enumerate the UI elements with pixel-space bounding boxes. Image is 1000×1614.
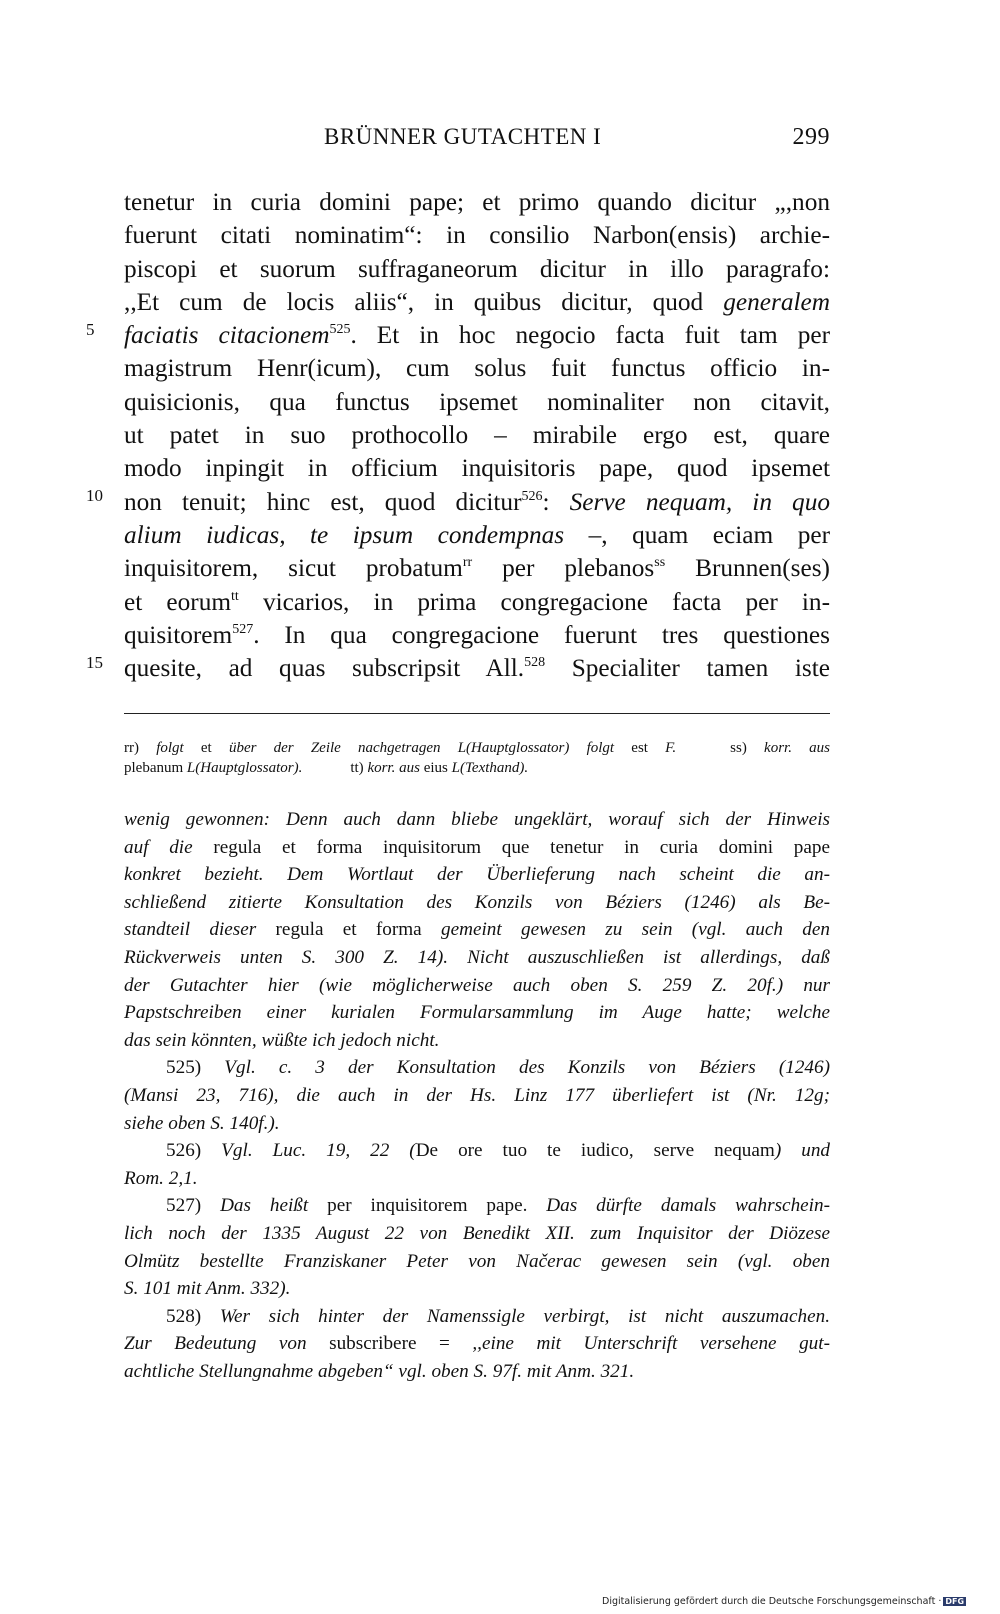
footnote-number: 526) (166, 1140, 222, 1162)
text-line (124, 452, 830, 485)
critical-apparatus (124, 738, 830, 778)
text-segment: modo inpingit in officium inquisitoris pape, quod ipsemet (124, 454, 830, 483)
note-line (124, 1330, 830, 1358)
text-segment: ) und (774, 1140, 831, 1162)
text-segment: rr) (124, 740, 157, 756)
text-segment: schließend zitierte Konsultation des Konzils von Béziers (1246) als Be- (124, 891, 830, 913)
text-line (124, 552, 830, 585)
text-segment: auf die (124, 836, 193, 858)
text-segment: plebanum (124, 760, 187, 776)
note-line (124, 1082, 830, 1110)
text-line (124, 419, 830, 452)
note-line (124, 1110, 830, 1138)
text-segment: ss) (730, 740, 765, 756)
text-segment: eius (419, 760, 452, 776)
text-segment: Rückverweis unten S. 300 Z. 14). Nicht auszuschließen ist allerdings, daß (124, 946, 830, 968)
text-segment: S. 101 mit Anm. 332). (124, 1278, 291, 1300)
text-line (124, 186, 830, 219)
text-segment: et (183, 740, 229, 756)
text-segment: Vgl. c. 3 der Konsultation des Konzils von Béziers (1246) (224, 1057, 830, 1079)
text-segment: gemeint gewesen zu sein (vgl. auch den (440, 919, 830, 941)
text-segment: Papstschreiben einer kurialen Formularsammlung im Auge hatte; welche (124, 1002, 830, 1024)
text-segment: et eorum (124, 587, 232, 616)
text-segment: regula et forma inquisitorum que tenetur in curia domini pape (192, 836, 830, 858)
text-segment: Serve nequam, in quo (569, 487, 830, 516)
edition-text (124, 186, 830, 685)
text-segment: folgt (156, 740, 184, 756)
text-segment: Specialiter tamen iste (545, 654, 830, 683)
note-line (124, 1220, 830, 1248)
note-line (124, 999, 830, 1027)
text-segment: non tenuit; hinc est, quod dicitur (124, 487, 522, 516)
text-segment: alium iudicas, te ipsum condempnas (124, 520, 565, 549)
line-number-10: 10 (86, 486, 103, 505)
note-line (124, 1358, 830, 1386)
footnote-number: 527) (166, 1195, 221, 1217)
note-line (124, 834, 830, 862)
footnote-ref: 527 (232, 621, 254, 637)
text-segment: est (614, 740, 666, 756)
text-segment: Rom. 2,1. (124, 1167, 198, 1189)
text-line (124, 286, 830, 319)
text-segment: De ore tuo te iudico, serve nequam (415, 1140, 775, 1162)
line-number-5: 5 (86, 320, 95, 339)
footnote-ref: 528 (524, 655, 546, 671)
commentary-notes (124, 806, 830, 1385)
apparatus-ref: tt (231, 588, 239, 604)
line-number-15: 15 (86, 653, 103, 672)
note-line (124, 1275, 830, 1303)
running-title: BRÜNNER GUTACHTEN I (324, 124, 602, 149)
note-line (124, 1303, 830, 1331)
text-segment: ut patet in suo prothocollo – mirabile ergo est, quare (124, 421, 830, 450)
text-segment: ,,eine mit Unterschrift versehene gut- (472, 1333, 830, 1355)
digitization-footer (602, 1596, 966, 1607)
text-line (124, 519, 830, 552)
footnote-ref: 526 (521, 488, 543, 504)
text-segment: Zur Bedeutung von (124, 1333, 307, 1355)
text-segment: achtliche Stellungnahme abgeben“ vgl. oben S. 97f. mit Anm. 321. (124, 1360, 635, 1382)
text-segment: faciatis citacionem (124, 321, 330, 350)
text-line (124, 352, 830, 385)
apparatus-line (124, 738, 830, 758)
note-line (124, 972, 830, 1000)
text-segment: subscribere = (306, 1333, 473, 1355)
text-segment: Wer sich hinter der Namenssigle verbirgt, ist nicht auszumachen. (219, 1305, 831, 1327)
text-segment: (Mansi 23, 716), die auch in der Hs. Linz 177 überliefert ist (Nr. 12g; (124, 1084, 830, 1106)
text-segment: Das heißt (220, 1195, 309, 1217)
text-line (124, 486, 830, 519)
text-segment: regula et forma (256, 919, 441, 941)
text-segment: per inquisitorem pape. (308, 1195, 547, 1217)
text-line (124, 619, 830, 652)
text-segment: tenetur in curia domini pape; et primo quando dicitur „,non (124, 188, 830, 216)
text-segment: siehe oben S. 140f.). (124, 1112, 280, 1134)
text-segment: fuerunt citati nominatim“: in consilio Narbon(ensis) archie- (124, 221, 830, 250)
text-segment: L(Hauptglossator). (186, 760, 303, 776)
text-segment: ,,Et cum de locis aliis“, in quibus dicitur, quod (124, 287, 724, 316)
text-segment: Brunnen(ses) (665, 554, 830, 583)
text-segment: wenig gewonnen: Denn auch dann bliebe ungeklärt, worauf sich der Hinweis (124, 809, 830, 830)
text-segment: korr. aus (764, 740, 830, 756)
text-segment: : (542, 487, 570, 516)
text-segment: konkret bezieht. Dem Wortlaut der Überlieferung nach scheint die an- (124, 864, 830, 886)
text-segment: korr. aus (367, 760, 420, 776)
text-segment: –, quam eciam per (564, 520, 830, 549)
text-segment: Das dürfte damals wahrschein- (546, 1195, 830, 1217)
text-segment: piscopi et suorum suffraganeorum dicitur in illo paragrafo: (124, 254, 830, 283)
text-line (124, 319, 830, 352)
note-line (124, 1054, 830, 1082)
note-line (124, 1192, 830, 1220)
text-segment: quisicionis, qua functus ipsemet nominaliter non citavit, (124, 387, 830, 416)
text-segment: der Gutachter hier (wie möglicherweise auch oben S. 259 Z. 20f.) nur (124, 974, 830, 996)
footnote-number: 525) (166, 1057, 225, 1079)
text-segment: lich noch der 1335 August 22 von Benedikt XII. zum Inquisitor der Diözese (124, 1222, 830, 1244)
footnote-ref: 525 (329, 322, 351, 338)
text-segment: Olmütz bestellte Franziskaner Peter von Načerac gewesen sein (vgl. oben (124, 1250, 830, 1272)
apparatus-ref: rr (462, 555, 473, 571)
footnote-number: 528) (166, 1305, 220, 1327)
text-segment: quesite, ad quas subscripsit All. (124, 654, 525, 683)
note-line (124, 1165, 830, 1193)
note-line (124, 1027, 830, 1055)
text-segment: das sein könnten, wüßte ich jedoch nicht. (124, 1029, 440, 1051)
footnote-divider (124, 713, 830, 714)
text-segment: Vgl. Luc. 19, 22 ( (221, 1140, 416, 1162)
apparatus-ref: ss (654, 555, 666, 571)
text-segment: magistrum Henr(icum), cum solus fuit functus officio in- (124, 354, 830, 383)
text-segment: . In qua congregacione fuerunt tres questiones (253, 620, 830, 649)
note-line (124, 1137, 830, 1165)
page-number: 299 (792, 124, 830, 150)
note-line (124, 1248, 830, 1276)
text-segment: vicarios, in prima congregacione facta per in- (238, 587, 830, 616)
text-line (124, 219, 830, 252)
text-line (124, 253, 830, 286)
footer-text: Digitalisierung gefördert durch die Deutsche Forschungsgemeinschaft · (602, 1596, 942, 1607)
text-segment: standteil dieser (124, 919, 257, 941)
text-segment: . Et in hoc negocio facta fuit tam per (350, 321, 830, 350)
text-line (124, 586, 830, 619)
dfg-logo: DFG (945, 1597, 965, 1606)
text-segment: inquisitorem, sicut probatum (124, 554, 463, 583)
note-line (124, 889, 830, 917)
note-line (124, 806, 830, 834)
text-segment: per plebanos (472, 554, 655, 583)
note-line (124, 916, 830, 944)
text-segment: L(Texthand). (451, 760, 529, 776)
text-segment: generalem (723, 287, 830, 316)
text-segment: quisitorem (124, 620, 233, 649)
text-line (124, 386, 830, 419)
text-segment: über der Zeile nachgetragen L(Hauptglossator) folgt (228, 740, 615, 756)
note-line (124, 944, 830, 972)
text-line (124, 652, 830, 685)
text-segment: tt) (350, 760, 368, 776)
apparatus-line (124, 758, 830, 778)
note-line (124, 861, 830, 889)
text-segment: F. (665, 740, 677, 756)
